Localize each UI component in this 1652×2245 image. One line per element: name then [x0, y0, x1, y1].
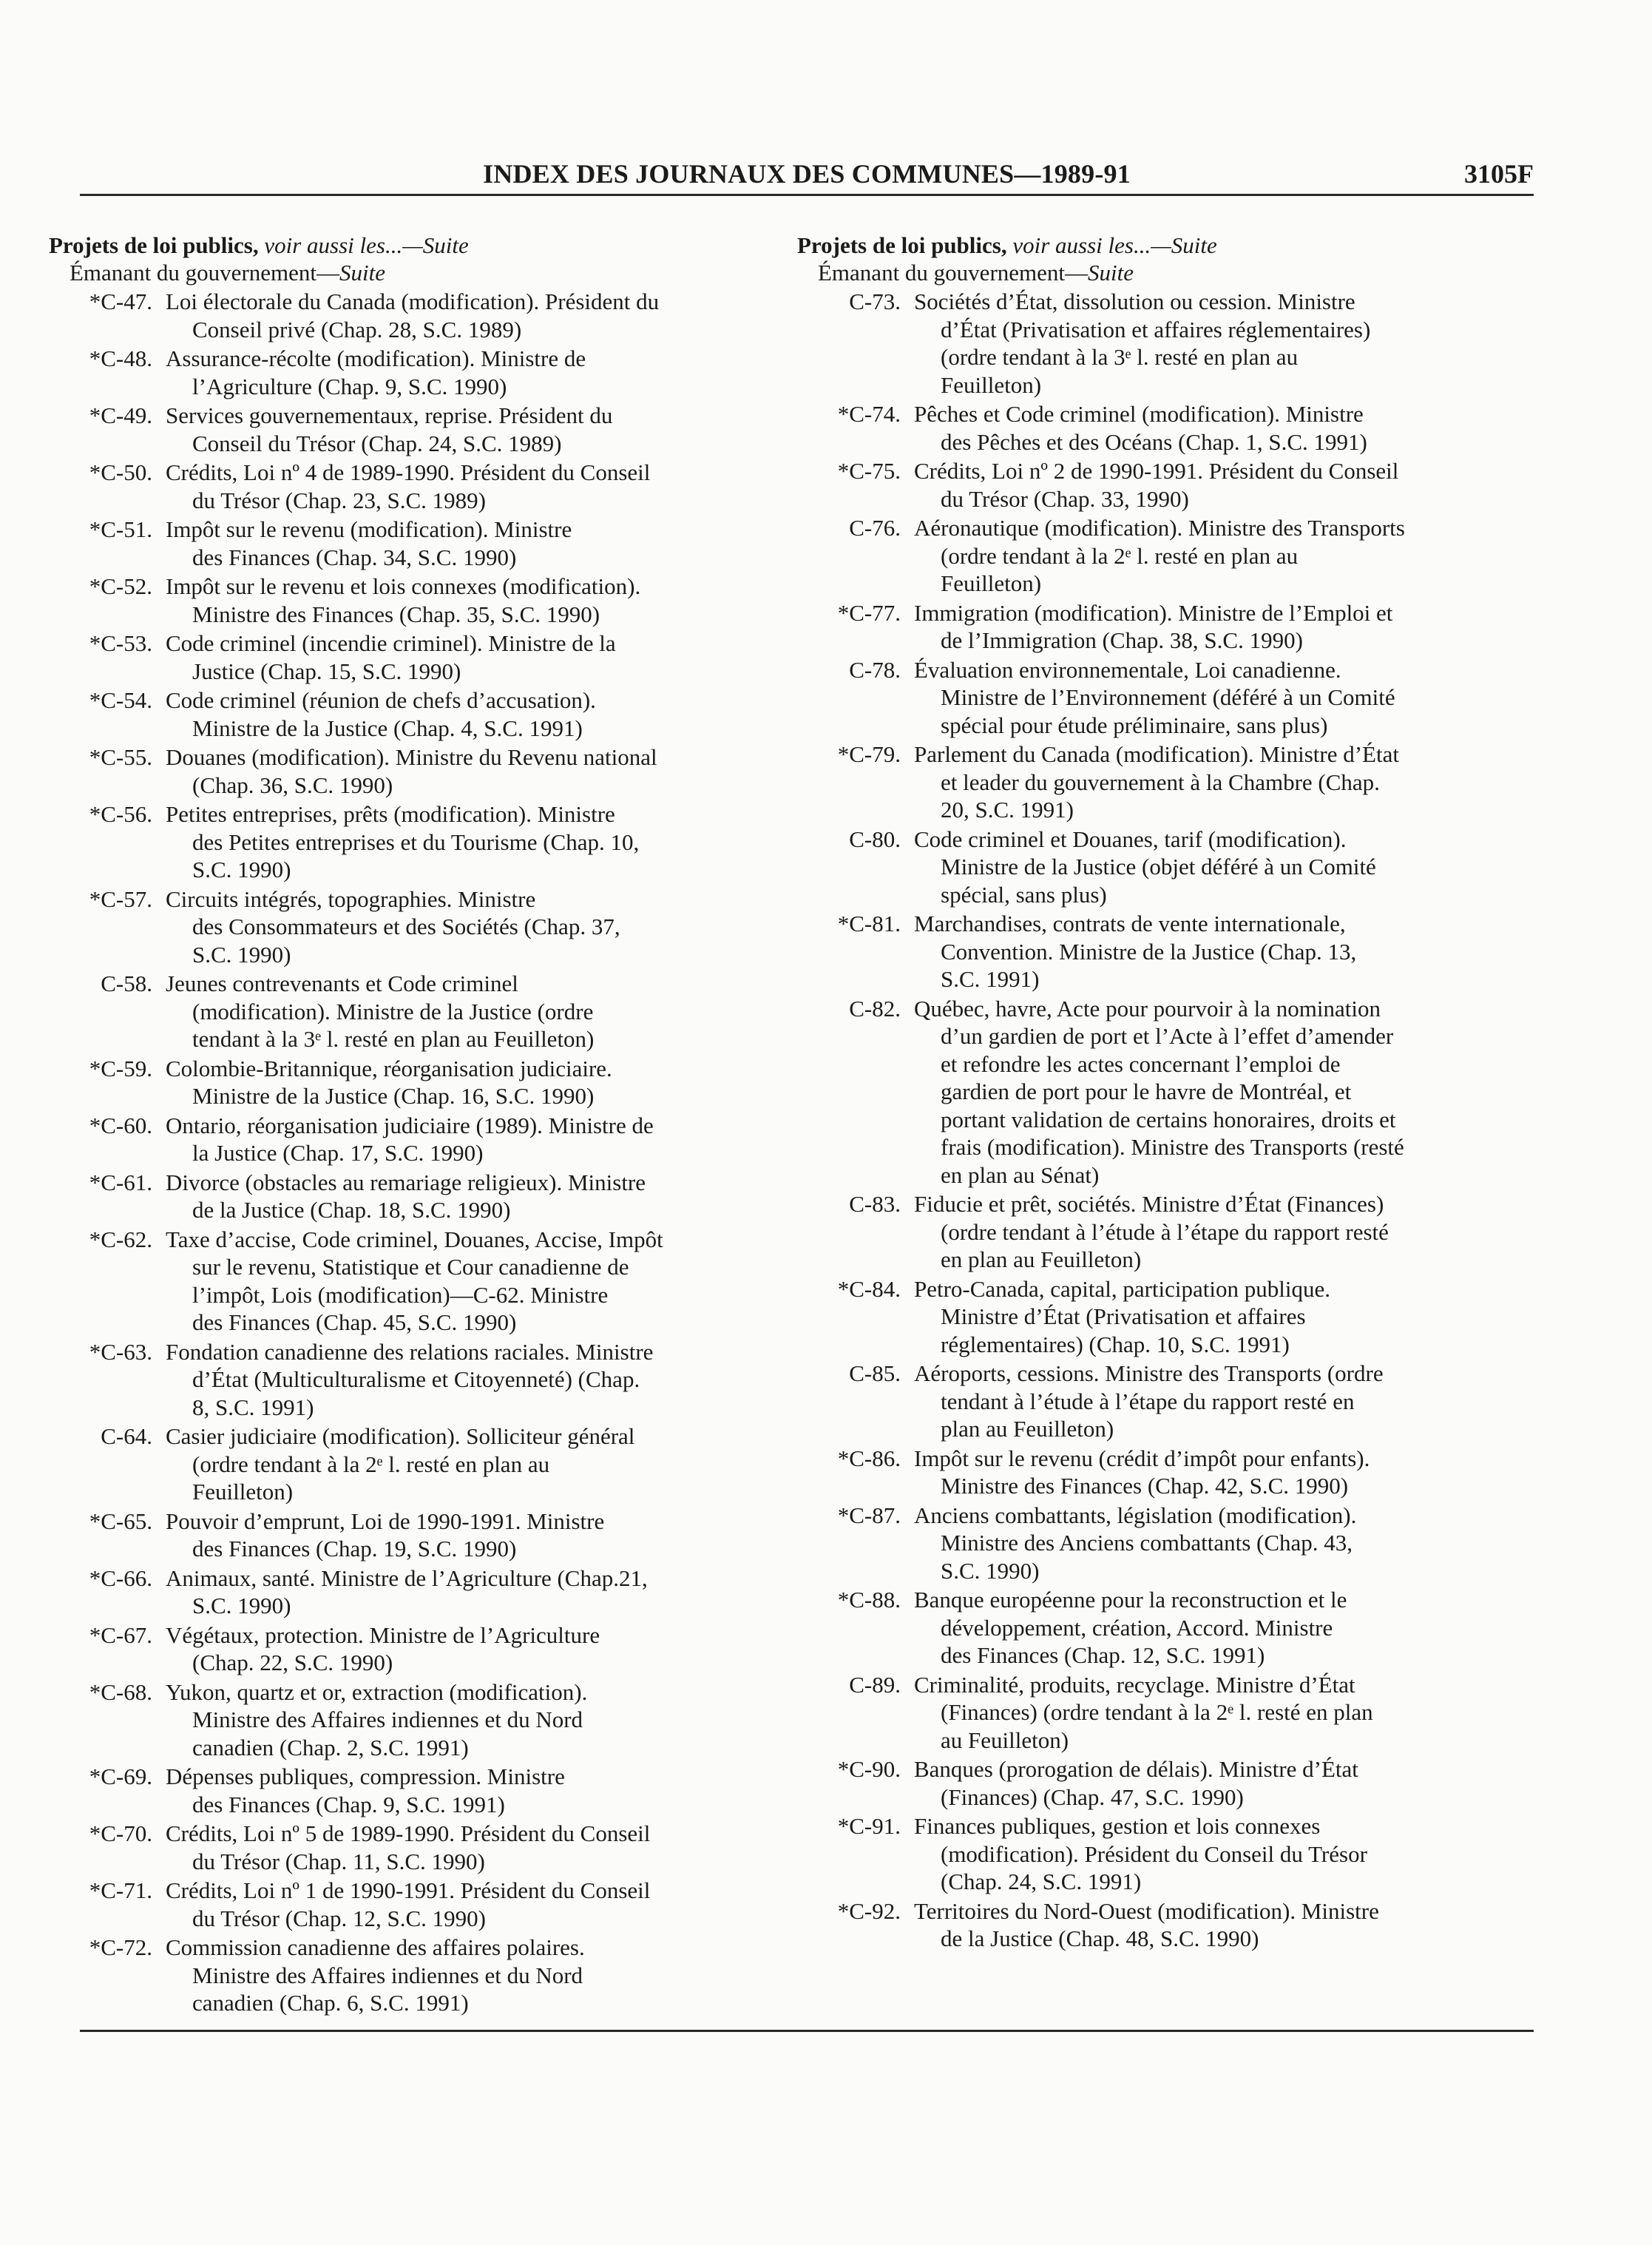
bill-description-line: (modification). Ministre de la Justice (ordre	[192, 998, 594, 1024]
bill-entry	[797, 910, 1522, 993]
bill-description-line: du Trésor (Chap. 33, 1990)	[941, 485, 1189, 512]
bill-description	[166, 1112, 773, 1167]
bill-description-line: Code criminel (incendie criminel). Ministre de la	[166, 630, 616, 656]
bill-entry	[49, 885, 773, 969]
bill-number: *C-59.	[89, 1055, 152, 1081]
bill-description	[166, 1508, 773, 1563]
bill-description-line: des Finances (Chap. 45, S.C. 1990)	[192, 1309, 517, 1335]
bill-description-line: (ordre tendant à la 2ᵉ l. resté en plan au	[941, 542, 1299, 569]
bill-description	[166, 1338, 773, 1422]
bill-entry	[797, 1897, 1522, 1953]
bill-entry	[797, 740, 1522, 824]
bill-description	[166, 459, 773, 514]
bill-description-line: Pouvoir d’emprunt, Loi de 1990-1991. Ministre	[166, 1508, 605, 1534]
bill-description-line: Immigration (modification). Ministre de l’Emploi et	[914, 599, 1393, 626]
bill-description	[166, 288, 773, 343]
bill-description-line: Petro-Canada, capital, participation publique.	[914, 1275, 1330, 1302]
bill-description-line: Banques (prorogation de délais). Ministre d’État	[914, 1756, 1358, 1782]
bill-description	[166, 1934, 773, 2017]
right-column	[797, 232, 1522, 1953]
bill-number: *C-56.	[89, 801, 152, 827]
bill-number: *C-71.	[89, 1877, 152, 1903]
bill-number: *C-50.	[89, 459, 152, 485]
bill-number: *C-47.	[89, 288, 152, 314]
bill-description	[914, 599, 1522, 655]
bill-description-line: Code criminel et Douanes, tarif (modification).	[914, 826, 1347, 852]
bill-number: C-83.	[849, 1191, 901, 1217]
subsection-heading-text: Émanant du gouvernement—	[70, 260, 340, 286]
bill-entry	[49, 573, 773, 628]
bill-description-line: et leader du gouvernement à la Chambre (Chap.	[941, 769, 1380, 795]
bill-entry	[797, 514, 1522, 598]
bill-entry	[49, 1934, 773, 2017]
bill-description	[166, 1055, 773, 1110]
page-title: INDEX DES JOURNAUX DES COMMUNES—1989-91	[483, 159, 1131, 189]
bill-number: *C-88.	[837, 1587, 901, 1613]
bill-description-line: réglementaires) (Chap. 10, S.C. 1991)	[941, 1331, 1290, 1357]
bill-description-line: Ministre de la Justice (objet déféré à un Comité	[941, 854, 1376, 880]
bill-number: *C-67.	[89, 1621, 152, 1648]
bill-description-line: (Chap. 24, S.C. 1991)	[941, 1868, 1142, 1894]
bill-description-line: Marchandises, contrats de vente internationale,	[914, 911, 1346, 936]
bill-description-line: l’Agriculture (Chap. 9, S.C. 1990)	[192, 373, 507, 399]
bill-description	[914, 826, 1522, 909]
bill-entry	[797, 1671, 1522, 1755]
bill-number: *C-70.	[89, 1820, 152, 1846]
bill-description-line: Ministre d’État (Privatisation et affaires	[941, 1303, 1306, 1329]
bill-description-line: Crédits, Loi nº 5 de 1989-1990. Président du Conseil	[166, 1820, 651, 1846]
bill-description-line: Ministre de l’Environnement (déféré à un Comité	[941, 684, 1395, 710]
bill-description-line: Fiducie et prêt, sociétés. Ministre d’État (Finances)	[914, 1191, 1384, 1217]
bill-number: *C-90.	[837, 1756, 901, 1782]
bill-description-line: (Finances) (ordre tendant à la 2ᵉ l. resté en plan	[941, 1699, 1373, 1725]
bill-description-line: Parlement du Canada (modification). Ministre d’État	[914, 741, 1399, 767]
bill-entry	[49, 1508, 773, 1563]
bill-description-line: Fondation canadienne des relations raciales. Ministre	[166, 1338, 654, 1365]
bill-description	[166, 402, 773, 457]
bill-number: *C-60.	[89, 1112, 152, 1138]
bill-entry	[797, 826, 1522, 909]
bill-description	[166, 1564, 773, 1620]
bill-description-line: Crédits, Loi nº 1 de 1990-1991. Président du Conseil	[166, 1877, 651, 1903]
bill-description	[166, 1169, 773, 1224]
bill-entry	[49, 288, 773, 343]
section-heading	[49, 232, 773, 259]
section-heading	[797, 232, 1522, 259]
bill-description-line: 20, S.C. 1991)	[941, 797, 1074, 823]
bill-description	[914, 656, 1522, 740]
bill-description-line: Ministre des Finances (Chap. 42, S.C. 1990)	[941, 1473, 1349, 1499]
bill-description	[914, 910, 1522, 993]
bill-description-line: du Trésor (Chap. 23, S.C. 1989)	[192, 487, 487, 513]
bill-description	[914, 288, 1522, 399]
bill-description-line: Impôt sur le revenu et lois connexes (modification).	[166, 573, 641, 599]
bill-description	[166, 1621, 773, 1677]
bill-description-line: de la Justice (Chap. 18, S.C. 1990)	[192, 1197, 511, 1223]
bill-description-line: Ministre des Anciens combattants (Chap. 43,	[941, 1530, 1353, 1556]
bill-description-line: Territoires du Nord-Ouest (modification). Ministre	[914, 1897, 1379, 1924]
bill-number: *C-77.	[837, 599, 901, 626]
subsection-heading-text: Émanant du gouvernement—	[818, 260, 1089, 286]
bill-list	[797, 288, 1522, 1953]
bill-description-line: Dépenses publiques, compression. Ministre	[166, 1763, 565, 1789]
bill-number: *C-84.	[837, 1275, 901, 1302]
bill-number: *C-68.	[89, 1678, 152, 1705]
bill-entry	[49, 1055, 773, 1110]
bill-description-line: (Chap. 22, S.C. 1990)	[192, 1650, 393, 1675]
bill-entry	[797, 599, 1522, 655]
bill-number: *C-87.	[837, 1502, 901, 1528]
bill-description	[914, 1360, 1522, 1443]
bill-description-line: l’impôt, Lois (modification)—C-62. Ministre	[192, 1281, 609, 1308]
bill-number: *C-54.	[89, 687, 152, 713]
bill-description	[914, 1502, 1522, 1585]
bill-entry	[797, 400, 1522, 456]
bill-entry	[49, 1422, 773, 1506]
bill-entry	[797, 288, 1522, 399]
bill-entry	[49, 1338, 773, 1422]
bill-description-line: spécial pour étude préliminaire, sans plus)	[941, 712, 1328, 738]
bill-description	[914, 1671, 1522, 1755]
bill-description-line: S.C. 1990)	[192, 857, 291, 882]
bill-description-line: canadien (Chap. 6, S.C. 1991)	[192, 1990, 469, 2016]
bill-number: *C-57.	[89, 885, 152, 912]
bill-description-line: d’un gardien de port et l’Acte à l’effet d’amender	[941, 1023, 1394, 1049]
bill-description-line: gardien de port pour le havre de Montréal, et	[941, 1078, 1352, 1104]
bill-number: *C-55.	[89, 744, 152, 770]
bill-description-line: la Justice (Chap. 17, S.C. 1990)	[192, 1140, 484, 1166]
bill-description-line: Douanes (modification). Ministre du Revenu national	[166, 744, 657, 770]
bill-description-line: Colombie-Britannique, réorganisation judiciaire.	[166, 1055, 612, 1081]
bill-description	[914, 740, 1522, 824]
bill-description-line: plan au Feuilleton)	[941, 1416, 1114, 1442]
bill-description-line: des Consommateurs et des Sociétés (Chap. 37,	[192, 914, 620, 939]
bill-description-line: Commission canadienne des affaires polaires.	[166, 1934, 585, 1960]
bill-description-line: Feuilleton)	[941, 570, 1042, 596]
bill-description-line: portant validation de certains honoraires, droits et	[941, 1106, 1396, 1132]
bill-entry	[49, 1820, 773, 1875]
bill-description-line: S.C. 1990)	[192, 941, 291, 968]
bill-description-line: des Finances (Chap. 19, S.C. 1990)	[192, 1536, 517, 1562]
bill-entry	[49, 1564, 773, 1620]
bill-description-line: Ontario, réorganisation judiciaire (1989). Ministre de	[166, 1112, 654, 1138]
bill-description	[914, 1812, 1522, 1896]
bill-description	[166, 885, 773, 969]
section-heading-italic: voir aussi les...—Suite	[264, 232, 469, 258]
bill-number: C-58.	[101, 970, 152, 996]
bill-description-line: Ministre de la Justice (Chap. 16, S.C. 1990)	[192, 1083, 595, 1109]
bill-number: *C-61.	[89, 1169, 152, 1195]
bill-number: C-85.	[849, 1360, 901, 1386]
bill-description-line: S.C. 1991)	[941, 966, 1040, 992]
bill-number: *C-63.	[89, 1338, 152, 1365]
bill-description-line: (modification). Président du Conseil du Trésor	[941, 1840, 1367, 1867]
bill-description-line: Aéroports, cessions. Ministre des Transports (ordre	[914, 1360, 1384, 1386]
bill-description-line: des Pêches et des Océans (Chap. 1, S.C. 1991)	[941, 428, 1367, 455]
bill-number: C-82.	[849, 995, 901, 1022]
bill-number: *C-48.	[89, 345, 152, 371]
section-heading-bold: Projets de loi publics,	[49, 232, 259, 258]
bill-description-line: d’État (Multiculturalisme et Citoyenneté) (Chap.	[192, 1366, 640, 1392]
bill-description-line: Code criminel (réunion de chefs d’accusation).	[166, 687, 596, 713]
bill-entry	[49, 345, 773, 400]
bill-entry	[49, 459, 773, 514]
bill-entry	[797, 1812, 1522, 1896]
bill-entry	[49, 1169, 773, 1224]
bill-list	[49, 288, 773, 2017]
bill-description-line: Anciens combattants, législation (modification).	[914, 1502, 1357, 1528]
subsection-heading-italic: Suite	[1088, 260, 1134, 286]
bill-description-line: du Trésor (Chap. 12, S.C. 1990)	[192, 1905, 487, 1931]
bill-description-line: des Finances (Chap. 12, S.C. 1991)	[941, 1642, 1265, 1668]
bill-description-line: Petites entreprises, prêts (modification). Ministre	[166, 801, 615, 827]
bill-description-line: Yukon, quartz et or, extraction (modification).	[166, 1678, 588, 1705]
bill-entry	[797, 1445, 1522, 1500]
bill-description-line: des Finances (Chap. 34, S.C. 1990)	[192, 544, 517, 570]
bill-entry	[797, 1360, 1522, 1443]
bill-entry	[797, 656, 1522, 740]
bill-entry	[49, 1877, 773, 1932]
bill-description-line: de la Justice (Chap. 48, S.C. 1990)	[941, 1925, 1259, 1951]
bill-entry	[49, 402, 773, 457]
bill-entry	[49, 1621, 773, 1677]
bill-entry	[797, 457, 1522, 513]
bill-description-line: Feuilleton)	[192, 1479, 294, 1505]
bill-description-line: en plan au Feuilleton)	[941, 1246, 1142, 1272]
bill-description-line: de l’Immigration (Chap. 38, S.C. 1990)	[941, 627, 1303, 653]
bill-description-line: S.C. 1990)	[192, 1593, 291, 1618]
bill-description	[914, 1190, 1522, 1274]
bill-description-line: Divorce (obstacles au remariage religieux). Ministre	[166, 1169, 646, 1195]
bill-number: *C-51.	[89, 516, 152, 542]
bill-entry	[49, 970, 773, 1053]
bill-number: *C-92.	[837, 1897, 901, 1924]
bill-description	[166, 686, 773, 742]
bill-entry	[797, 1755, 1522, 1811]
page-header	[80, 152, 1534, 197]
bill-number: *C-49.	[89, 402, 152, 428]
bill-description-line: Crédits, Loi nº 2 de 1990-1991. Président du Conseil	[914, 458, 1399, 484]
bill-number: *C-86.	[837, 1445, 901, 1471]
bill-number: *C-74.	[837, 401, 901, 427]
bill-description-line: Ministre des Affaires indiennes et du Nord	[192, 1706, 583, 1732]
bill-description	[166, 1226, 773, 1337]
bill-entry	[797, 995, 1522, 1189]
header-rule	[80, 194, 1534, 196]
bill-entry	[49, 1112, 773, 1167]
bill-description-line: Criminalité, produits, recyclage. Ministre d’État	[914, 1671, 1355, 1698]
subsection-heading-italic: Suite	[339, 260, 386, 286]
bill-description	[166, 516, 773, 571]
bill-entry	[797, 1275, 1522, 1359]
bill-entry	[797, 1586, 1522, 1670]
left-column	[49, 232, 773, 2017]
bill-entry	[49, 516, 773, 571]
bill-number: C-89.	[849, 1671, 901, 1698]
footer-rule	[80, 2030, 1534, 2032]
bill-description	[166, 1877, 773, 1932]
bill-description-line: spécial, sans plus)	[941, 881, 1107, 908]
bill-number: *C-91.	[837, 1813, 901, 1839]
bill-description-line: sur le revenu, Statistique et Cour canadienne de	[192, 1254, 629, 1280]
bill-description-line: Loi électorale du Canada (modification). Président du	[166, 288, 660, 314]
bill-entry	[797, 1190, 1522, 1274]
bill-description-line: Ministre de la Justice (Chap. 4, S.C. 1991)	[192, 715, 583, 741]
bill-description-line: Feuilleton)	[941, 371, 1042, 398]
bill-description	[166, 1678, 773, 1762]
bill-entry	[49, 629, 773, 685]
bill-description-line: Impôt sur le revenu (crédit d’impôt pour enfants).	[914, 1445, 1370, 1471]
bill-description-line: Ministre des Finances (Chap. 35, S.C. 1990)	[192, 601, 600, 627]
bill-description	[914, 1897, 1522, 1953]
bill-description-line: Aéronautique (modification). Ministre des Transports	[914, 515, 1405, 541]
bill-description-line: Banque européenne pour la reconstruction et le	[914, 1587, 1347, 1613]
bill-description	[166, 345, 773, 400]
bill-description-line: (ordre tendant à la 3ᵉ l. resté en plan au	[941, 344, 1299, 370]
bill-description-line: et refondre les actes concernant l’emploi de	[941, 1050, 1341, 1077]
bill-number: *C-79.	[837, 741, 901, 767]
bill-description	[166, 1763, 773, 1818]
bill-description-line: développement, création, Accord. Ministre	[941, 1614, 1333, 1641]
bill-description-line: Crédits, Loi nº 4 de 1989-1990. Président du Conseil	[166, 459, 651, 485]
bill-description	[166, 970, 773, 1053]
bill-entry	[49, 686, 773, 742]
subsection-heading	[49, 259, 773, 286]
bill-number: *C-69.	[89, 1763, 152, 1789]
bill-description-line: Sociétés d’État, dissolution ou cession. Ministre	[914, 288, 1355, 314]
bill-number: C-78.	[849, 656, 901, 683]
bill-description-line: du Trésor (Chap. 11, S.C. 1990)	[192, 1848, 485, 1874]
bill-description	[166, 743, 773, 799]
bill-number: C-76.	[849, 515, 901, 541]
bill-description	[166, 1422, 773, 1506]
bill-entry	[49, 1678, 773, 1762]
bill-entry	[797, 1502, 1522, 1585]
bill-description-line: frais (modification). Ministre des Transports (resté	[941, 1134, 1404, 1160]
bill-description-line: Conseil du Trésor (Chap. 24, S.C. 1989)	[192, 430, 562, 456]
bill-description	[166, 629, 773, 685]
bill-description-line: d’État (Privatisation et affaires réglementaires)	[941, 316, 1371, 342]
bill-description	[914, 1275, 1522, 1359]
bill-description-line: Conseil privé (Chap. 28, S.C. 1989)	[192, 316, 522, 342]
bill-description-line: Animaux, santé. Ministre de l’Agriculture (Chap.21,	[166, 1564, 648, 1591]
bill-description	[166, 800, 773, 884]
bill-number: C-73.	[849, 288, 901, 314]
bill-description	[914, 400, 1522, 456]
bill-description-line: au Feuilleton)	[941, 1726, 1069, 1753]
bill-description-line: des Finances (Chap. 9, S.C. 1991)	[192, 1791, 505, 1817]
bill-description-line: S.C. 1990)	[941, 1557, 1040, 1584]
bill-description-line: (ordre tendant à l’étude à l’étape du rapport resté	[941, 1218, 1389, 1245]
bill-description	[914, 514, 1522, 598]
bill-number: C-64.	[101, 1423, 152, 1449]
page-number: 3105F	[1464, 159, 1534, 189]
bill-description-line: Circuits intégrés, topographies. Ministre	[166, 885, 536, 912]
bill-entry	[49, 743, 773, 799]
bill-description	[914, 457, 1522, 513]
bill-description-line: tendant à l’étude à l’étape du rapport resté en	[941, 1388, 1355, 1414]
bill-description	[166, 1820, 773, 1875]
bill-description-line: (ordre tendant à la 2ᵉ l. resté en plan au	[192, 1451, 550, 1477]
bill-description-line: en plan au Sénat)	[941, 1161, 1100, 1188]
bill-entry	[49, 800, 773, 884]
bill-number: *C-66.	[89, 1564, 152, 1591]
bill-description	[914, 1586, 1522, 1670]
bill-description-line: Justice (Chap. 15, S.C. 1990)	[192, 658, 461, 684]
bill-description-line: Casier judiciaire (modification). Solliciteur général	[166, 1423, 635, 1449]
bill-number: *C-75.	[837, 458, 901, 484]
section-heading-bold: Projets de loi publics,	[797, 232, 1007, 258]
bill-number: *C-52.	[89, 573, 152, 599]
bill-description-line: Services gouvernementaux, reprise. Président du	[166, 402, 613, 428]
bill-entry	[49, 1226, 773, 1337]
bill-number: *C-62.	[89, 1226, 152, 1252]
bill-description	[914, 995, 1522, 1189]
bill-description-line: Impôt sur le revenu (modification). Ministre	[166, 516, 572, 542]
bill-description-line: Taxe d’accise, Code criminel, Douanes, Accise, Impôt	[166, 1226, 663, 1252]
bill-number: C-80.	[849, 826, 901, 852]
bill-number: *C-72.	[89, 1934, 152, 1960]
bill-description-line: Assurance-récolte (modification). Ministre de	[166, 345, 586, 371]
bill-description-line: Ministre des Affaires indiennes et du Nord	[192, 1962, 583, 1988]
bill-number: *C-53.	[89, 630, 152, 656]
section-heading-italic: voir aussi les...—Suite	[1012, 232, 1217, 258]
bill-description-line: canadien (Chap. 2, S.C. 1991)	[192, 1734, 469, 1760]
bill-description-line: Québec, havre, Acte pour pourvoir à la nomination	[914, 995, 1381, 1022]
bill-description-line: Végétaux, protection. Ministre de l’Agriculture	[166, 1621, 600, 1648]
bill-description-line: Finances publiques, gestion et lois connexes	[914, 1813, 1321, 1839]
bill-description-line: 8, S.C. 1991)	[192, 1394, 314, 1420]
bill-description-line: Jeunes contrevenants et Code criminel	[166, 970, 518, 996]
bill-description	[166, 573, 773, 628]
bill-description-line: (Chap. 36, S.C. 1990)	[192, 772, 393, 798]
bill-description	[914, 1755, 1522, 1811]
bill-description-line: Évaluation environnementale, Loi canadienne.	[914, 656, 1341, 683]
bill-description-line: Pêches et Code criminel (modification). Ministre	[914, 401, 1364, 427]
bill-description-line: des Petites entreprises et du Tourisme (Chap. 10,	[192, 828, 640, 855]
bill-description-line: (Finances) (Chap. 47, S.C. 1990)	[941, 1783, 1244, 1810]
bill-description-line: tendant à la 3ᵉ l. resté en plan au Feuilleton)	[192, 1026, 595, 1052]
bill-number: *C-81.	[837, 911, 901, 936]
bill-description-line: Convention. Ministre de la Justice (Chap. 13,	[941, 938, 1357, 965]
bill-number: *C-65.	[89, 1508, 152, 1534]
bill-description	[914, 1445, 1522, 1500]
bill-entry	[49, 1763, 773, 1818]
subsection-heading	[797, 259, 1522, 286]
